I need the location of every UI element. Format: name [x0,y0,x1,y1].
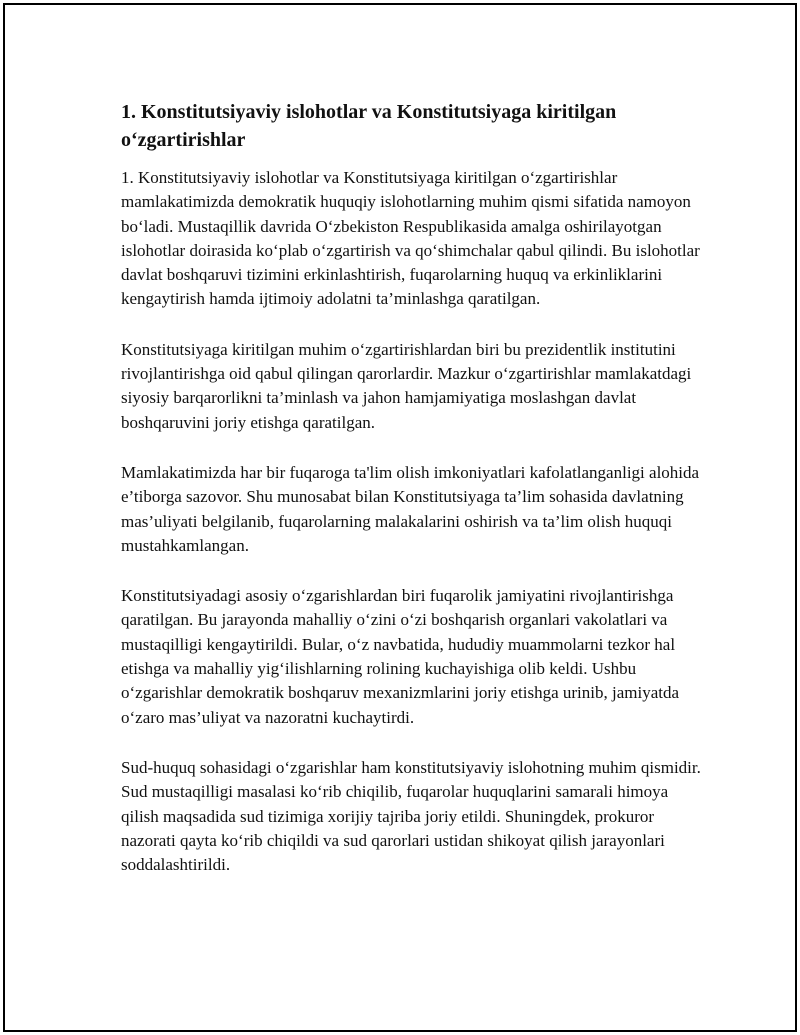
document-body [121,98,701,903]
document-title: 1. Konstitutsiyaviy islohotlar va Konstitutsiyaga kiritilgan o‘zgartirishlar [121,101,617,151]
paragraph: Sud-huquq sohasidagi o‘zgarishlar ham konstitutsiyaviy islohotning muhim qismidir. Sud mustaqilligi masalasi ko‘rib chiqilib, fuqarolar huquqlarini samarali himoya qilish maqsadida sud tizimiga xorijiy tajriba joriy etildi. Shuningdek, prokuror nazorati qayta ko‘rib chiqildi va sud qarorlari ustidan shikoyat qilish jarayonlari soddalashtirildi. [121,757,701,875]
paragraph: Konstitutsiyaga kiritilgan muhim o‘zgartirishlardan biri bu prezidentlik institutini rivojlantirishga oid qabul qilingan qarorlardir. Mazkur o‘zgartirishlar mamlakatdagi siyosiy barqarorlikni ta’minlash va jahon hamjamiyatiga moslashgan davlat boshqaruvini joriy etishga qaratilgan. [121,339,692,432]
page-frame [3,3,797,1032]
paragraph: Mamlakatimizda har bir fuqaroga ta'lim olish imkoniyatlari kafolatlanganligi alohida e’tiborga sazovor. Shu munosabat bilan Konstitutsiyaga ta’lim sohasida davlatning mas’uliyati belgilanib, fuqarolarning malakalarini oshirish va ta’lim olish huquqi mustahkamlangan. [121,462,700,555]
paragraph: 1. Konstitutsiyaviy islohotlar va Konstitutsiyaga kiritilgan o‘zgartirishlar mamlakatimizda demokratik huquqiy islohotlarning muhim qismi sifatida namoyon bo‘ladi. Mustaqillik davrida O‘zbekiston Respublikasida amalga oshirilayotgan islohotlar doirasida ko‘plab o‘zgartirish va qo‘shimchalar qabul qilindi. Bu islohotlar davlat boshqaruvi tizimini erkinlashtirish, fuqarolarning huquq va erkinliklarini kengaytirish hamda ijtimoiy adolatni ta’minlashga qaratilgan. [121,168,700,309]
paragraph: Konstitutsiyadagi asosiy o‘zgarishlardan biri fuqarolik jamiyatini rivojlantirishga qaratilgan. Bu jarayonda mahalliy o‘zini o‘zi boshqarish organlari vakolatlari va mustaqilligi kengaytirildi. Bular, o‘z navbatida, hududiy muammolarni tezkor hal etishga va mahalliy yig‘ilishlarning rolining kuchayishiga olib keldi. Ushbu o‘zgarishlar demokratik boshqaruv mexanizmlarini joriy etishga urinib, jamiyatda o‘zaro mas’uliyat va nazoratni kuchaytirdi. [121,586,680,727]
